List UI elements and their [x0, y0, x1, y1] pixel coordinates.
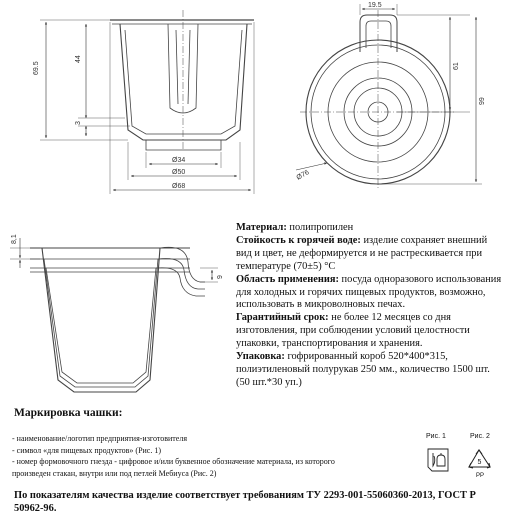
top-dimension-lines: [296, 4, 482, 184]
dim-height-99: 99: [479, 97, 486, 105]
dim-diameter-68: Ø68: [172, 183, 186, 190]
dim-height-3: 3: [75, 121, 82, 125]
dim-height-9: 9: [217, 275, 224, 279]
spec-application: Область применения: посуда одноразового использования для холодных и горячих пищевых продуктов, возможно, использовать в микроволновых печах.: [236, 273, 502, 311]
stacked-dimension-lines: [10, 238, 218, 282]
dim-height-8-1: 8,1: [11, 234, 18, 244]
dim-diameter-34: Ø34: [172, 157, 186, 164]
spec-packaging: Упаковка: гофрированный короб 520*400*315, полиэтиленовый полурукав 250 мм., количество 1500 шт. (50 шт.*30 уп.): [236, 351, 490, 388]
spec-warranty: Гарантийный срок: не более 12 месяцев со дня изготовления, при соблюдении условий целостности упаковки, транспортирования и хранения.: [236, 312, 470, 350]
dim-diameter-50: Ø50: [172, 169, 186, 176]
dim-height-44: 44: [75, 55, 82, 63]
recycle-code: PP: [475, 473, 485, 479]
front-dimension-lines: [40, 20, 254, 194]
spec-heat-resistance: Стойкость к горячей воде: изделие сохраняет внешний вид и цвет, не деформируется и не растрескивается при температуре (70±5) °С: [236, 234, 488, 272]
figure-1-label: Рис. 1: [426, 433, 446, 440]
dim-width-19-5: 19.5: [368, 2, 382, 9]
front-section-view: [110, 10, 254, 150]
marking-item: произведен стакан, внутри или под петлей Мебиуса (Рис. 2): [12, 469, 217, 479]
marking-title: Маркировка чашки:: [14, 407, 123, 419]
specification-block: [236, 222, 504, 390]
stacked-cups-view: [30, 247, 205, 392]
dim-height-61: 61: [453, 62, 460, 70]
marking-list: [12, 433, 432, 480]
recycle-number: 5: [477, 459, 482, 466]
figure-2-label: Рис. 2: [470, 433, 490, 440]
dim-diameter-76: Ø76: [295, 169, 311, 182]
marking-item: - номер формовочного гнезда - цифровое и/или буквенное обозначение материала, из которого: [12, 457, 335, 467]
marking-item: - символ «для пищевых продуктов» (Рис. 1): [12, 445, 162, 455]
spec-material: Материал: полипропилен: [236, 222, 354, 233]
dim-height-69-5: 69.5: [33, 61, 40, 75]
compliance-statement: По показателям качества изделие соответствует требованиям ТУ 2293-001-55060360-2013, ГОСТ Р 50962-96.: [14, 490, 476, 514]
top-view: [300, 10, 456, 190]
marking-item: - наименование/логотип предприятия-изготовителя: [12, 434, 188, 443]
